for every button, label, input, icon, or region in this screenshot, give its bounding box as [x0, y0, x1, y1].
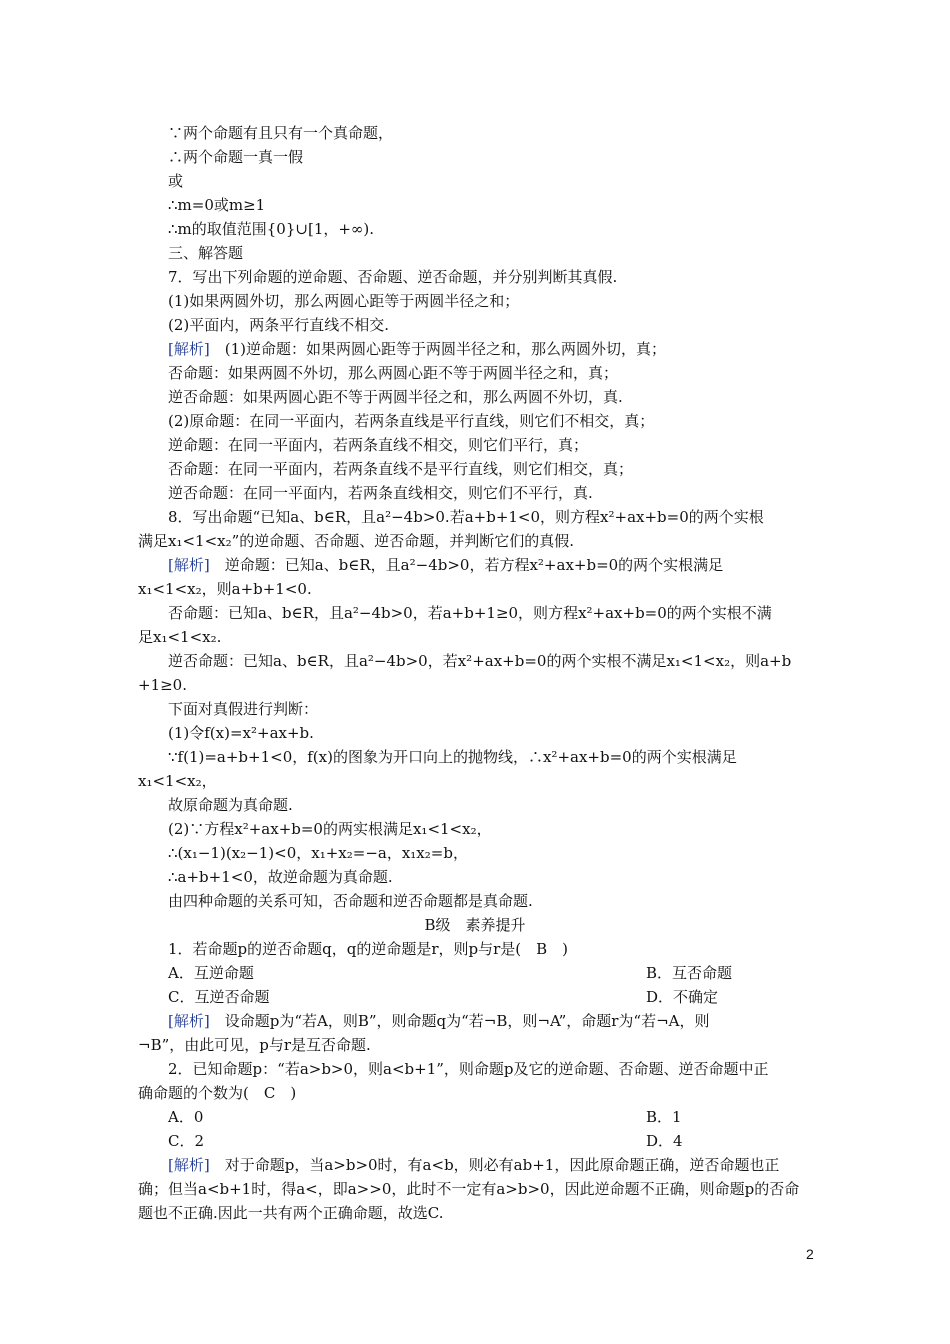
text-line: ∴m=0或m≥1	[168, 196, 266, 214]
option-b: B．1	[646, 1108, 682, 1126]
text-line: 或	[168, 172, 184, 190]
analysis-line: [解析] 对于命题p，当a>b>0时，有a<b，则必有ab+1，因此原命题正确，逆否命题也正	[168, 1156, 780, 1174]
text-line: +1≥0.	[138, 676, 187, 694]
analysis-line: [解析] 逆命题：已知a、b∈R，且a²−4b>0，若方程x²+ax+b=0的两个实根满足	[168, 556, 724, 574]
text-line: 否命题：已知a、b∈R，且a²−4b>0，若a+b+1≥0，则方程x²+ax+b=0的两个实根不满	[168, 604, 772, 622]
text-line: 否命题：在同一平面内，若两条直线不是平行直线，则它们相交，真；	[168, 460, 634, 478]
question-7: 7．写出下列命题的逆命题、否命题、逆否命题，并分别判断其真假.	[168, 268, 618, 286]
text-line: 逆命题：在同一平面内，若两条直线不相交，则它们平行，真；	[168, 436, 589, 454]
text-line: x₁<1<x₂，则a+b+1<0.	[138, 580, 312, 598]
analysis-tag: [解析]	[168, 556, 210, 574]
option-a: A．0 B．1	[168, 1108, 682, 1126]
text-line: 足x₁<1<x₂.	[138, 628, 222, 646]
text-line: ∵两个命题有且只有一个真命题，	[168, 124, 394, 142]
analysis-line: [解析] 设命题p为“若A，则B”，则命题q为“若¬B，则¬A”，命题r为“若¬A，则	[168, 1012, 710, 1030]
text-line: 逆否命题：在同一平面内，若两条直线相交，则它们不平行，真.	[168, 484, 593, 502]
text-line: 否命题：如果两圆不外切，那么两圆心距不等于两圆半径之和，真；	[168, 364, 619, 382]
text-line: ∴(x₁−1)(x₂−1)<0，x₁+x₂=−a，x₁x₂=b，	[168, 844, 468, 862]
text-line: (1)如果两圆外切，那么两圆心距等于两圆半径之和；	[168, 292, 520, 310]
option-d: D．4	[646, 1132, 683, 1150]
option-a: A．互逆命题 B．互否命题	[168, 964, 733, 982]
question-b2: 2．已知命题p：“若a>b>0，则a<b+1”，则命题p及它的逆命题、否命题、逆否命题中正	[168, 1060, 769, 1078]
analysis-line: [解析] (1)逆命题：如果两圆心距等于两圆半径之和，那么两圆外切，真；	[168, 340, 666, 358]
text-line: x₁<1<x₂，	[138, 772, 217, 790]
text-line: 题也不正确.因此一共有两个正确命题，故选C.	[138, 1204, 444, 1222]
section-heading: 三、解答题	[168, 244, 244, 262]
text-line: ¬B”，由此可见，p与r是互否命题.	[138, 1036, 371, 1054]
text-line: (2)原命题：在同一平面内，若两条直线是平行直线，则它们不相交，真；	[168, 412, 655, 430]
option-c: C．互逆否命题 D．不确定	[168, 988, 719, 1006]
question-8: 8．写出命题“已知a、b∈R，且a²−4b>0.若a+b+1<0，则方程x²+ax+b=0的两个实根	[168, 508, 764, 526]
analysis-tag: [解析]	[168, 1156, 210, 1174]
analysis-tag: [解析]	[168, 1012, 210, 1030]
question-b1: 1．若命题p的逆否命题q，q的逆命题是r，则p与r是( B )	[168, 940, 569, 958]
text-line: 满足x₁<1<x₂”的逆命题、否命题、逆否命题，并判断它们的真假.	[138, 532, 575, 550]
text-line: 由四种命题的关系可知，否命题和逆否命题都是真命题.	[168, 892, 533, 910]
page-number: 2	[806, 1246, 814, 1262]
level-heading: B级 素养提升	[424, 916, 526, 934]
analysis-tag: [解析]	[168, 340, 210, 358]
text-line: 下面对真假进行判断：	[168, 700, 319, 718]
text-line: ∴两个命题一真一假	[168, 148, 304, 166]
text-line: 确命题的个数为( C )	[138, 1084, 297, 1102]
option-c: C．2 D．4	[168, 1132, 683, 1150]
text-line: 逆否命题：如果两圆心距不等于两圆半径之和，那么两圆不外切，真.	[168, 388, 623, 406]
text-line: (2)平面内，两条平行直线不相交.	[168, 316, 390, 334]
option-b: B．互否命题	[646, 964, 733, 982]
text-line: 故原命题为真命题.	[168, 796, 293, 814]
text-line: (2)∵方程x²+ax+b=0的两实根满足x₁<1<x₂，	[168, 820, 492, 838]
text-line: ∴m的取值范围{0}∪[1，+∞).	[168, 220, 375, 238]
text-line: 确；但当a<b+1时，得a<，即a>>0，此时不一定有a>b>0，因此逆命题不正确，则命题p的否命	[138, 1180, 800, 1198]
option-d: D．不确定	[646, 988, 719, 1006]
text-line: (1)令f(x)=x²+ax+b.	[168, 724, 314, 742]
text-line: ∵f(1)=a+b+1<0，f(x)的图象为开口向上的抛物线，∴x²+ax+b=0的两个实根满足	[168, 748, 737, 766]
text-line: ∴a+b+1<0，故逆命题为真命题.	[168, 868, 393, 886]
text-line: 逆否命题：已知a、b∈R，且a²−4b>0，若x²+ax+b=0的两个实根不满足x₁<1<x₂，则a+b	[168, 652, 792, 670]
